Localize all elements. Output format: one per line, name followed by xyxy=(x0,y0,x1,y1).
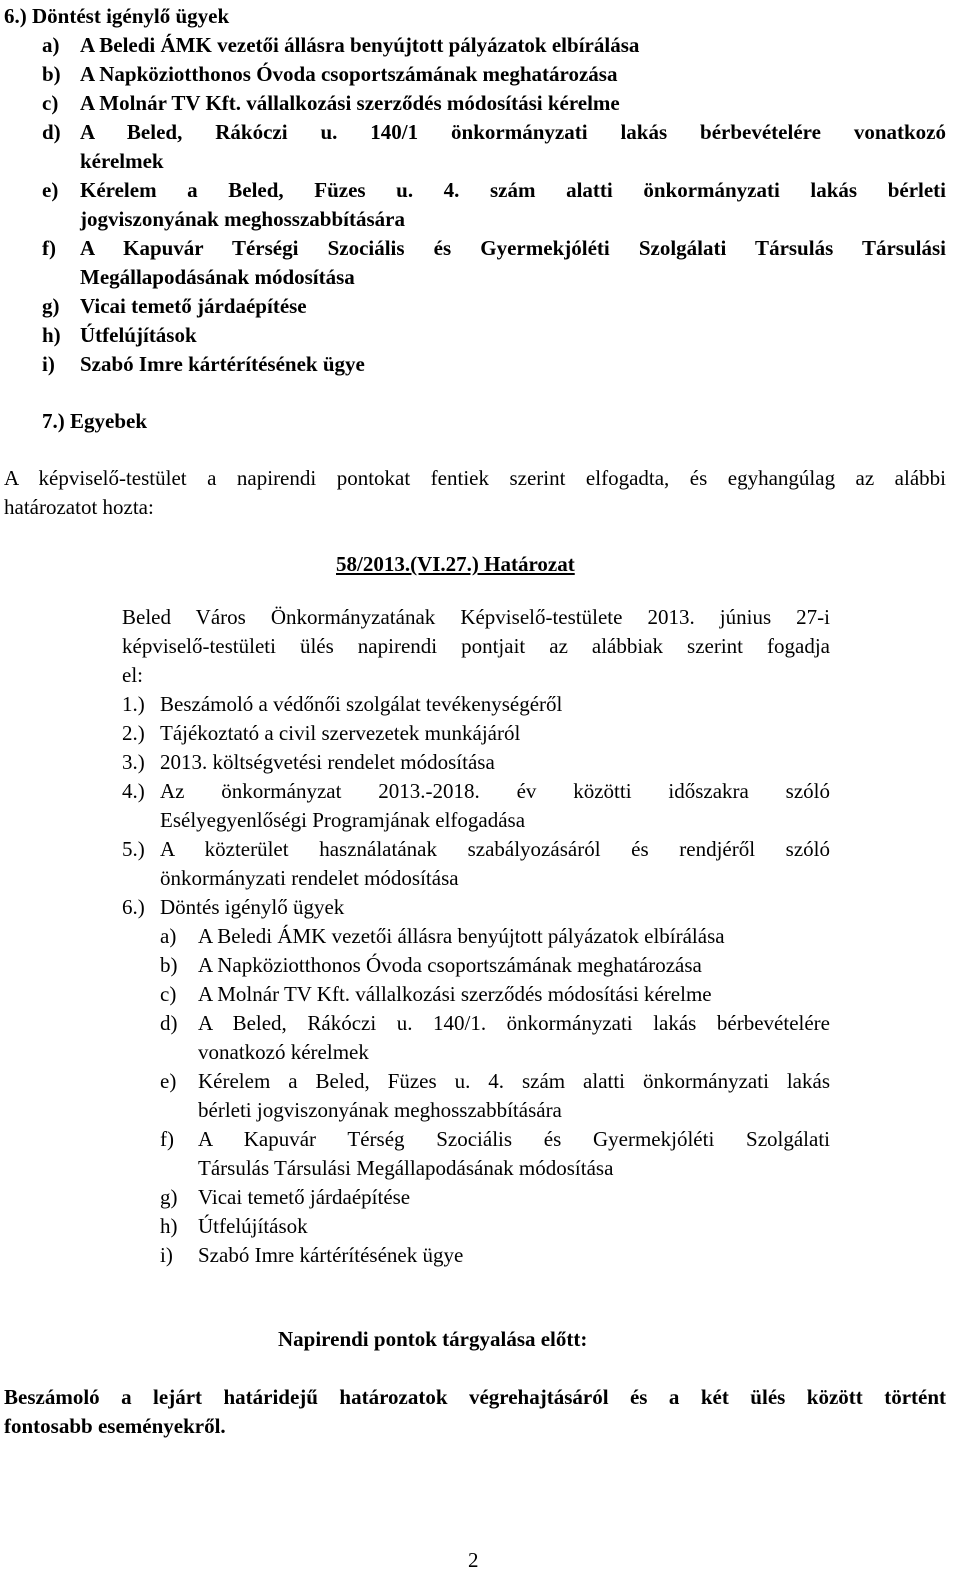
list-item: g) Vicai temető járdaépítése xyxy=(42,294,307,318)
list-item: i) Szabó Imre kártérítésének ügye xyxy=(42,352,365,376)
napirend-heading: Napirendi pontok tárgyalása előtt: xyxy=(278,1327,588,1351)
resolution-paragraph-line: el: xyxy=(122,663,143,687)
resolution-subitem: b) A Napköziotthonos Óvoda csoportszámának meghatározása xyxy=(160,953,702,977)
intro-paragraph-line: határozatot hozta: xyxy=(4,495,154,519)
section-6-heading: 6.) Döntést igénylő ügyek xyxy=(4,4,230,28)
resolution-subitem-continuation: Társulás Társulási Megállapodásának módosítása xyxy=(198,1156,614,1180)
list-item: f) A Kapuvár Térségi Szociális és Gyermekjóléti Szolgálati Társulás Társulási xyxy=(42,236,946,260)
section-7-heading: 7.) Egyebek xyxy=(42,409,147,433)
resolution-item: 1.) Beszámoló a védőnői szolgálat tevékenységéről xyxy=(122,692,563,716)
resolution-item: 2.) Tájékoztató a civil szervezetek munkájáról xyxy=(122,721,521,745)
napirend-paragraph-line: Beszámoló a lejárt határidejű határozatok végrehajtásáról és a két ülés között történt xyxy=(4,1385,946,1409)
resolution-subitem: d) A Beled, Rákóczi u. 140/1. önkormányzati lakás bérbevételére xyxy=(160,1011,830,1035)
resolution-subitem-continuation: bérleti jogviszonyának meghosszabbítására xyxy=(198,1098,562,1122)
resolution-item: 6.) Döntés igénylő ügyek xyxy=(122,895,345,919)
list-item: c) A Molnár TV Kft. vállalkozási szerződés módosítási kérelme xyxy=(42,91,620,115)
list-item-continuation: kérelmek xyxy=(80,149,164,173)
list-item-continuation: Megállapodásának módosítása xyxy=(80,265,355,289)
list-item: b) A Napköziotthonos Óvoda csoportszámának meghatározása xyxy=(42,62,618,86)
resolution-title: 58/2013.(VI.27.) Határozat xyxy=(336,552,575,576)
list-item: d) A Beled, Rákóczi u. 140/1 önkormányzati lakás bérbevételére vonatkozó xyxy=(42,120,946,144)
resolution-item-continuation: önkormányzati rendelet módosítása xyxy=(160,866,459,890)
resolution-item: 5.) A közterület használatának szabályozásáról és rendjéről szóló xyxy=(122,837,830,861)
resolution-subitem: c) A Molnár TV Kft. vállalkozási szerződés módosítási kérelme xyxy=(160,982,712,1006)
resolution-paragraph-line: Beled Város Önkormányzatának Képviselő-testülete 2013. június 27-i xyxy=(122,605,830,629)
resolution-item: 4.) Az önkormányzat 2013.-2018. év közötti időszakra szóló xyxy=(122,779,830,803)
resolution-subitem: i) Szabó Imre kártérítésének ügye xyxy=(160,1243,464,1267)
list-item: e) Kérelem a Beled, Füzes u. 4. szám alatti önkormányzati lakás bérleti xyxy=(42,178,946,202)
list-item: a) A Beledi ÁMK vezetői állásra benyújtott pályázatok elbírálása xyxy=(42,33,640,57)
resolution-subitem: e) Kérelem a Beled, Füzes u. 4. szám alatti önkormányzati lakás xyxy=(160,1069,830,1093)
intro-paragraph-line: A képviselő-testület a napirendi pontokat fentiek szerint elfogadta, és egyhangúlag az alábbi xyxy=(4,466,946,490)
resolution-subitem: h) Útfelújítások xyxy=(160,1214,308,1238)
resolution-item-continuation: Esélyegyenlőségi Programjának elfogadása xyxy=(160,808,526,832)
resolution-subitem: f) A Kapuvár Térség Szociális és Gyermekjóléti Szolgálati xyxy=(160,1127,830,1151)
list-item: h) Útfelújítások xyxy=(42,323,197,347)
resolution-subitem-continuation: vonatkozó kérelmek xyxy=(198,1040,369,1064)
list-item-continuation: jogviszonyának meghosszabbítására xyxy=(80,207,405,231)
resolution-item: 3.) 2013. költségvetési rendelet módosítása xyxy=(122,750,495,774)
resolution-subitem: a) A Beledi ÁMK vezetői állásra benyújtott pályázatok elbírálása xyxy=(160,924,725,948)
resolution-subitem: g) Vicai temető járdaépítése xyxy=(160,1185,411,1209)
resolution-paragraph-line: képviselő-testületi ülés napirendi pontjait az alábbiak szerint fogadja xyxy=(122,634,830,658)
page-number: 2 xyxy=(468,1548,479,1572)
napirend-paragraph-line: fontosabb eseményekről. xyxy=(4,1414,226,1438)
